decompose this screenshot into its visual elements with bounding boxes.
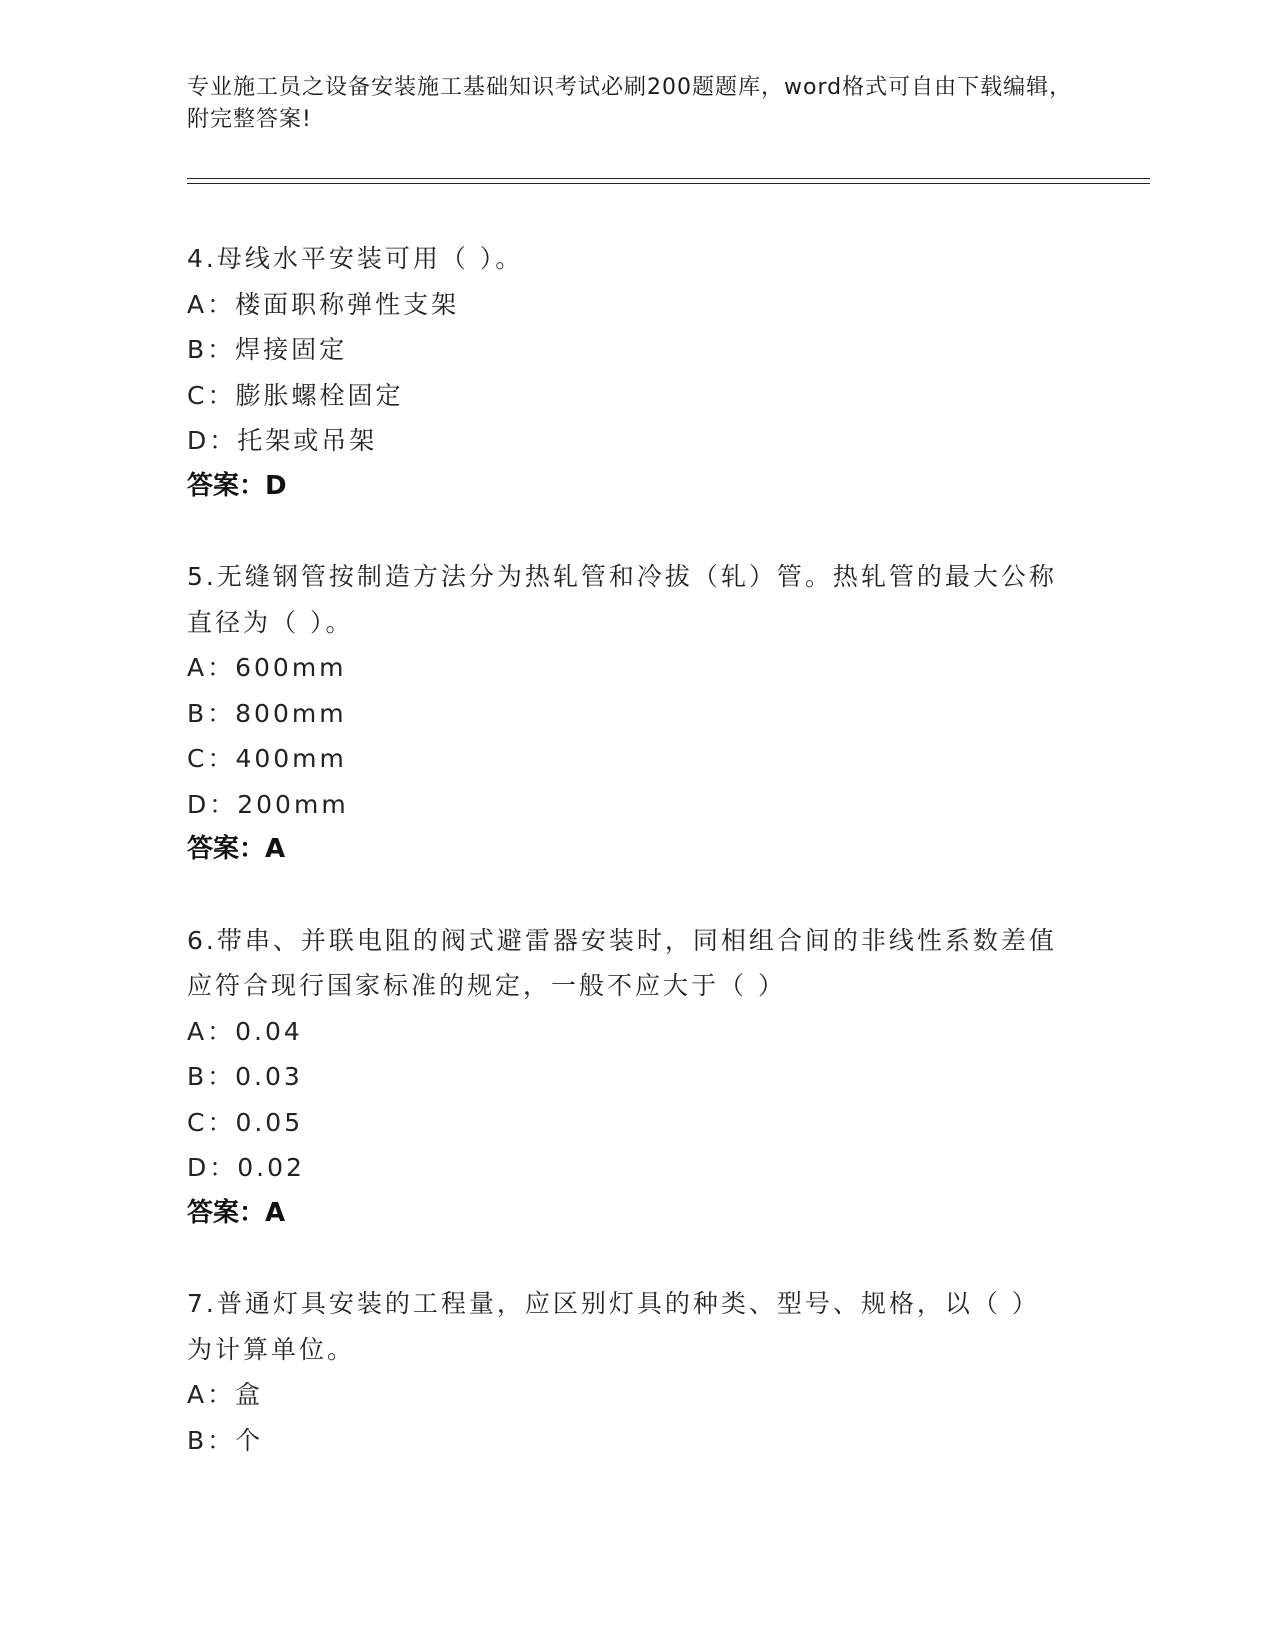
option-a: A：楼面职称弹性支架	[187, 289, 460, 319]
option-c: C：膨胀螺栓固定	[187, 380, 404, 410]
question-list	[187, 236, 1067, 1508]
option-a: A：600mm	[187, 653, 347, 682]
question-4	[187, 236, 1067, 509]
option-b: B：个	[187, 1425, 264, 1455]
option-a: A：0.04	[187, 1016, 303, 1046]
option-d: D：0.02	[187, 1153, 305, 1182]
answer-line: 答案：D	[187, 470, 287, 501]
option-c: C：0.05	[187, 1107, 304, 1137]
option-b: B：0.03	[187, 1062, 303, 1091]
question-stem: 5.无缝钢管按制造方法分为热轧管和冷拔（轧）管。热轧管的最大公称直径为（ ）。	[187, 562, 1057, 637]
document-header: 专业施工员之设备安装施工基础知识考试必刷200题题库，word格式可自由下载编辑，附完整答案!	[187, 75, 1073, 132]
question-stem: 6.带串、并联电阻的阀式避雷器安装时，同相组合间的非线性系数差值应符合现行国家标准的规定，一般不应大于（ ）	[187, 925, 1057, 1000]
option-a: A：盒	[187, 1380, 264, 1409]
question-6	[187, 918, 1067, 1237]
answer-line: 答案：A	[187, 834, 286, 864]
header-divider	[187, 178, 1150, 184]
option-d: D：200mm	[187, 789, 349, 819]
option-b: B：800mm	[187, 698, 347, 728]
question-7	[187, 1281, 1067, 1463]
option-d: D：托架或吊架	[187, 426, 378, 455]
option-b: B：焊接固定	[187, 335, 348, 364]
question-stem: 4.母线水平安装可用（ ）。	[187, 244, 524, 273]
option-c: C：400mm	[187, 744, 347, 773]
question-5	[187, 554, 1067, 873]
question-stem: 7.普通灯具安装的工程量，应区别灯具的种类、型号、规格，以（ ）为计算单位。	[187, 1289, 1040, 1364]
answer-line: 答案：A	[187, 1197, 286, 1228]
